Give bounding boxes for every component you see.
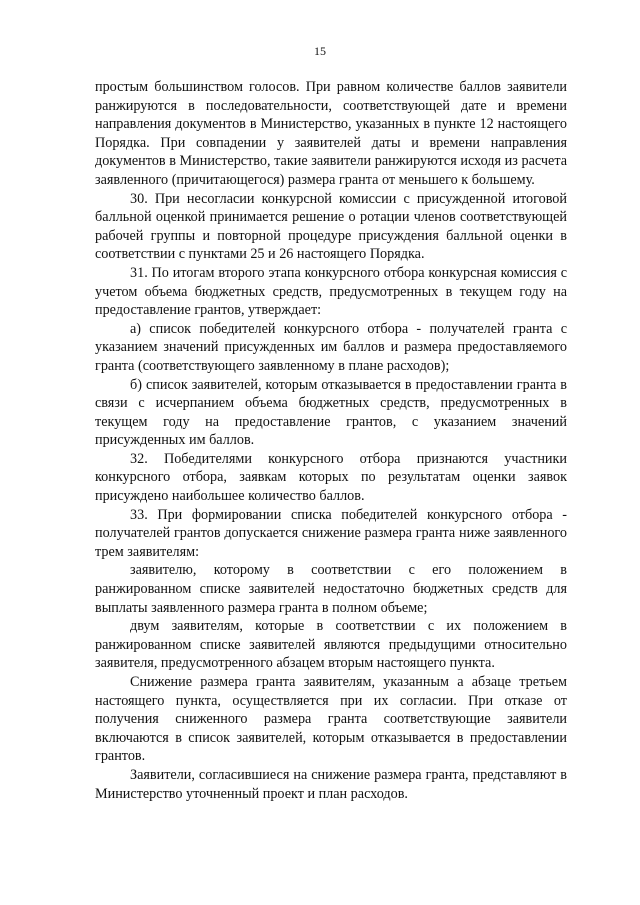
paragraph-continuation: простым большинством голосов. При равном количестве баллов заявители ранжируются в последовательности, соответствующей дате и времени направления документов в Министерство, указанных в пункте 12 настоящего Порядка. При совпадении у заявителей даты и времени направления документов в Министерство, такие заявители ранжируются исходя из расчета заявленного (причитающегося) размера гранта от меньшего к большему. xyxy=(95,79,567,188)
paragraph-item-31: 31. По итогам второго этапа конкурсного отбора конкурсная комиссия с учетом объема бюджетных средств, предусмотренных в текущем году на предоставление грантов, утверждает: xyxy=(95,264,567,319)
paragraph-reduction-consent: Снижение размера гранта заявителям, указанным а абзаце третьем настоящего пункта, осуществляется при их согласии. При отказе от получения сниженного размера гранта соответствующие заявители включаются в список заявителей, которым отказывается в предоставлении грантов. xyxy=(95,674,567,765)
document-body xyxy=(95,78,567,803)
paragraph-updated-plan: Заявители, согласившиеся на снижение размера гранта, представляют в Министерство уточненный проект и план расходов. xyxy=(95,766,567,802)
paragraph-subitem-a: а) список победителей конкурсного отбора - получателей гранта с указанием значений присужденных им баллов и размера предоставляемого гранта (соответствующего заявленному в плане расходов); xyxy=(95,320,567,374)
page-number: 15 xyxy=(314,44,326,58)
paragraph-applicant-first: заявителю, которому в соответствии с его положением в ранжированном списке заявителей недостаточно бюджетных средств для выплаты заявленного размера гранта в полном объеме; xyxy=(95,562,567,616)
paragraph-subitem-b: б) список заявителей, которым отказывается в предоставлении гранта в связи с исчерпанием объема бюджетных средств, предусмотренных в текущем году на предоставление грантов, с указанием значений присужденных им баллов. xyxy=(95,376,567,449)
paragraph-item-32: 32. Победителями конкурсного отбора признаются участники конкурсного отбора, заявкам которых по результатам оценки заявок присуждено наибольшее количество баллов. xyxy=(95,450,567,505)
paragraph-item-30: 30. При несогласии конкурсной комиссии с присужденной итоговой балльной оценкой принимается решение о ротации членов соответствующей рабочей группы и повторной процедуре присуждения балльной оценки в соответствии с пунктами 25 и 26 настоящего Порядка. xyxy=(95,190,567,263)
paragraph-item-33: 33. При формировании списка победителей конкурсного отбора - получателей грантов допускается снижение размера гранта ниже заявленного трем заявителям: xyxy=(95,506,567,560)
paragraph-applicant-two: двум заявителям, которые в соответствии с их положением в ранжированном списке заявителей являются предыдущими относительно заявителя, предусмотренного абзацем вторым настоящего пункта. xyxy=(95,618,567,672)
